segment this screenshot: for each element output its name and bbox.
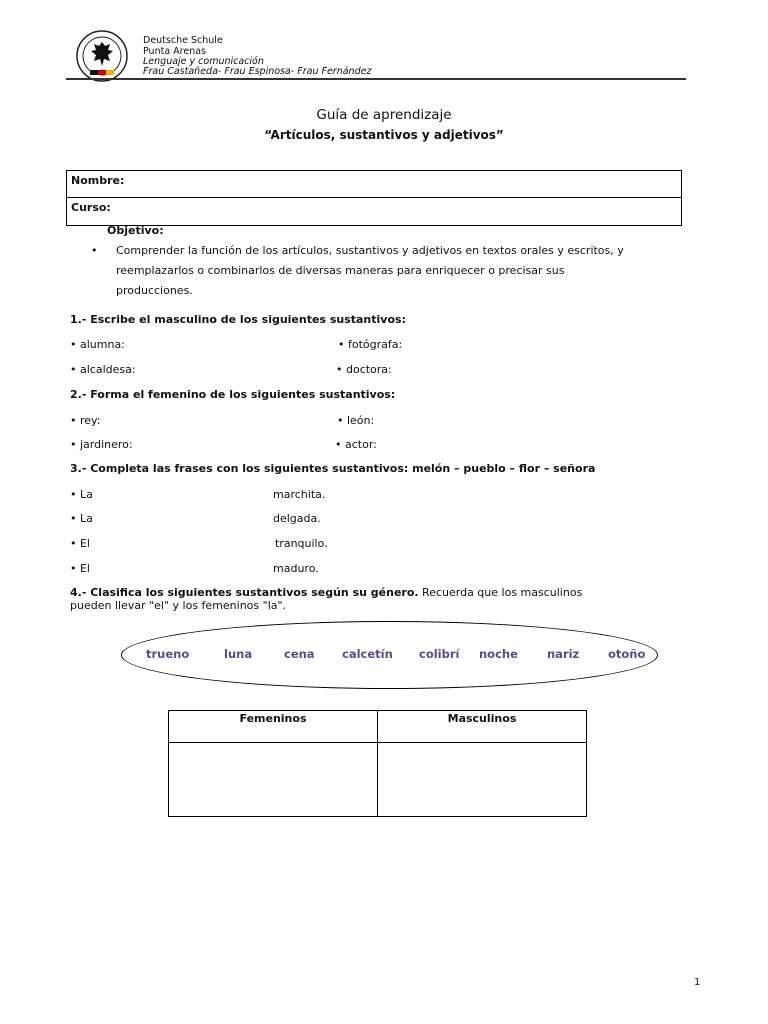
header-subject: Lenguaje y comunicación xyxy=(143,56,264,67)
q2-title: 2.- Forma el femenino de los siguientes sustantivos: xyxy=(70,388,396,401)
q3-article: • La xyxy=(70,512,93,525)
femeninos-answer-cell[interactable] xyxy=(169,743,378,817)
course-field[interactable] xyxy=(67,198,681,224)
page-title: Guía de aprendizaje xyxy=(316,107,452,123)
masculinos-answer-cell[interactable] xyxy=(378,743,587,817)
q4-title-bold: 4.- Clasifica los siguientes sustantivos según su género. xyxy=(70,586,419,599)
objective-line: Comprender la función de los artículos, sustantivos y adjetivos en textos orales y escritos, y xyxy=(116,244,624,257)
objective-line: producciones. xyxy=(116,284,193,297)
q3-ending: maduro. xyxy=(273,562,319,575)
word-bank-word: cena xyxy=(284,647,315,661)
word-bank-word: nariz xyxy=(547,647,580,661)
column-header-femeninos: Femeninos xyxy=(169,711,378,743)
q3-ending: delgada. xyxy=(273,512,321,525)
gender-table xyxy=(168,710,587,817)
q4-title-rest: Recuerda que los masculinos xyxy=(418,586,583,599)
word-bank-word: trueno xyxy=(146,647,190,661)
q3-ending: marchita. xyxy=(273,488,326,501)
name-field[interactable] xyxy=(67,171,681,198)
page-number: 1 xyxy=(694,977,701,988)
column-header-masculinos: Masculinos xyxy=(378,711,587,743)
word-bank-word: luna xyxy=(224,647,253,661)
word-bank-word: colibrí xyxy=(419,647,460,661)
word-bank-word: calcetín xyxy=(342,647,393,661)
q2-item: • rey: xyxy=(70,414,101,427)
name-label: Nombre: xyxy=(71,174,125,187)
header-teachers: Frau Castañeda- Frau Espinosa- Frau Fernández xyxy=(143,66,372,77)
word-bank-word: otoño xyxy=(608,647,646,661)
student-info-box xyxy=(66,170,682,226)
q1-item: • alcaldesa: xyxy=(70,363,136,376)
q1-item: • fotógrafa: xyxy=(338,338,403,351)
header-divider xyxy=(66,78,686,80)
q1-item: • alumna: xyxy=(70,338,125,351)
q4-title xyxy=(70,586,582,599)
course-label: Curso: xyxy=(71,201,111,214)
q4-title-line2: pueden llevar "el" y los femeninos "la". xyxy=(70,599,287,612)
q3-article: • La xyxy=(70,488,93,501)
q2-item: • león: xyxy=(337,414,375,427)
objective-label: Objetivo: xyxy=(107,224,164,237)
q1-item: • doctora: xyxy=(336,363,392,376)
q1-title: 1.- Escribe el masculino de los siguientes sustantivos: xyxy=(70,313,406,326)
word-bank-word: noche xyxy=(479,647,518,661)
bullet-icon: • xyxy=(91,244,98,257)
page-subtitle: “Artículos, sustantivos y adjetivos” xyxy=(264,128,504,142)
header-school: Deutsche Schule xyxy=(143,35,223,46)
q3-title: 3.- Completa las frases con los siguientes sustantivos: melón – pueblo – flor – señora xyxy=(70,462,596,475)
school-logo xyxy=(76,30,128,82)
q3-article: • El xyxy=(70,537,90,550)
q2-item: • jardinero: xyxy=(70,438,133,451)
header-city: Punta Arenas xyxy=(143,46,207,57)
q2-item: • actor: xyxy=(335,438,377,451)
q3-ending: tranquilo. xyxy=(275,537,328,550)
q3-article: • El xyxy=(70,562,90,575)
objective-line: reemplazarlos o combinarlos de diversas maneras para enriquecer o precisar sus xyxy=(116,264,565,277)
